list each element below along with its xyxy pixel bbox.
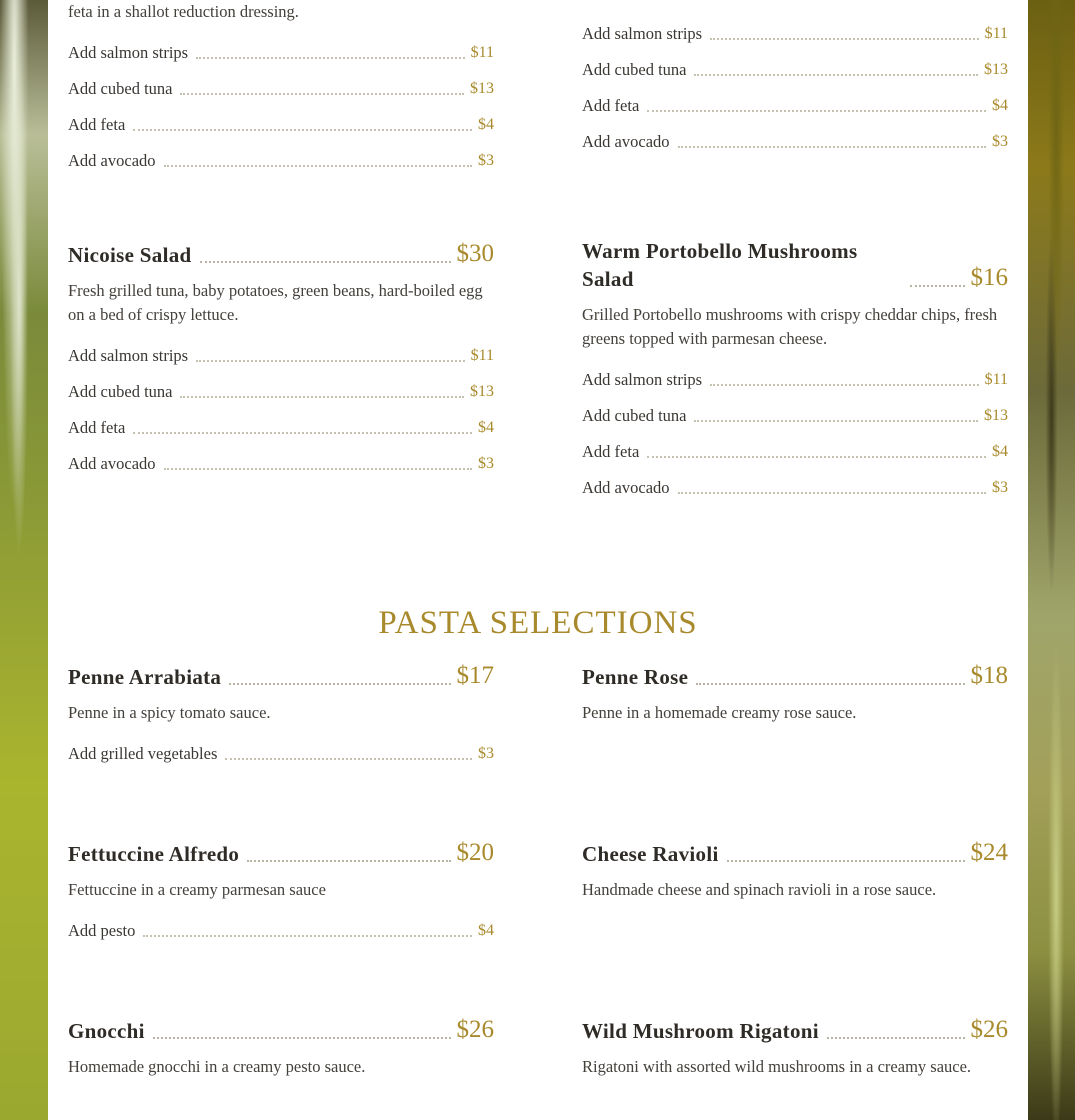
addon-label: Add cubed tuna [68, 382, 173, 401]
item-name: Gnocchi [68, 1019, 145, 1043]
addon-row [68, 100, 494, 136]
menu-item-portobello-salad [582, 237, 1008, 499]
addon-row [68, 28, 494, 64]
item-price: $20 [456, 839, 494, 866]
addon-price: $11 [470, 44, 494, 61]
item-title-row [582, 838, 1008, 868]
addon-price: $3 [992, 479, 1008, 496]
item-price: $16 [970, 264, 1008, 291]
leader-dots [694, 420, 978, 422]
addon-price: $3 [992, 133, 1008, 150]
addon-price: $13 [984, 407, 1008, 424]
leader-dots [143, 935, 472, 937]
item-price: $26 [970, 1016, 1008, 1043]
addon-price: $4 [992, 97, 1008, 114]
addon-row [582, 427, 1008, 463]
addon-price: $13 [470, 383, 494, 400]
leader-dots [180, 93, 464, 95]
leader-dots [647, 456, 986, 458]
addon-price: $4 [478, 419, 494, 436]
addon-row [582, 355, 1008, 391]
item-name: Cheese Ravioli [582, 842, 719, 866]
addon-label: Add salmon strips [582, 370, 703, 389]
menu-item-top-left [68, 0, 494, 172]
addon-price: $11 [984, 25, 1008, 42]
menu-page [48, 0, 1028, 1120]
addon-price: $11 [984, 371, 1008, 388]
addon-row [68, 64, 494, 100]
leader-dots [910, 285, 965, 287]
addon-price: $4 [992, 443, 1008, 460]
item-title-row [582, 237, 1008, 293]
addon-row [68, 403, 494, 439]
leader-dots [229, 683, 450, 685]
addon-row [68, 906, 494, 942]
addon-price: $11 [470, 347, 494, 364]
addon-row [68, 331, 494, 367]
leader-dots [647, 110, 986, 112]
item-description: Handmade cheese and spinach ravioli in a rose sauce. [582, 880, 937, 899]
leader-dots [710, 384, 979, 386]
item-name: Fettuccine Alfredo [68, 842, 240, 866]
leader-dots [153, 1037, 451, 1039]
menu-item-nicoise-salad [68, 239, 494, 475]
addon-label: Add salmon strips [582, 24, 703, 43]
addon-label: Add cubed tuna [68, 79, 173, 98]
menu-item-penne-arrabiata [68, 661, 494, 765]
item-description: Penne in a homemade creamy rose sauce. [582, 703, 857, 722]
menu-item-fettuccine-alfredo [68, 838, 494, 942]
leader-dots [678, 146, 986, 148]
leader-dots [133, 432, 472, 434]
addon-row [68, 136, 494, 172]
item-price: $26 [456, 1016, 494, 1043]
item-name: Warm Portobello Mushrooms Salad [582, 239, 858, 291]
addon-label: Add grilled vegetables [68, 744, 218, 763]
item-name: Penne Rose [582, 665, 689, 689]
leader-dots [200, 261, 451, 263]
addon-label: Add pesto [68, 921, 136, 940]
item-description: Fettuccine in a creamy parmesan sauce [68, 880, 326, 899]
addon-label: Add salmon strips [68, 43, 189, 62]
item-description: Homemade gnocchi in a creamy pesto sauce. [68, 1057, 366, 1076]
menu-item-top-right [582, 9, 1008, 153]
addon-price: $13 [470, 80, 494, 97]
addon-row [68, 729, 494, 765]
item-name: Penne Arrabiata [68, 665, 222, 689]
addon-row [68, 367, 494, 403]
item-description: feta in a shallot reduction dressing. [68, 2, 299, 21]
menu-item-penne-rose [582, 661, 1008, 725]
leader-dots [247, 860, 450, 862]
item-price: $18 [970, 662, 1008, 689]
leader-dots [225, 758, 472, 760]
addon-label: Add avocado [68, 454, 156, 473]
item-title-row [582, 661, 1008, 691]
leader-dots [694, 74, 978, 76]
item-price: $24 [970, 839, 1008, 866]
leader-dots [696, 683, 964, 685]
addon-price: $13 [984, 61, 1008, 78]
addon-price: $3 [478, 745, 494, 762]
addon-row [582, 117, 1008, 153]
item-title-row [68, 661, 494, 691]
leader-dots [196, 57, 465, 59]
addon-label: Add feta [68, 418, 126, 437]
addon-label: Add feta [68, 115, 126, 134]
addon-row [68, 439, 494, 475]
addon-label: Add avocado [582, 132, 670, 151]
section-title-pasta: PASTA SELECTIONS [378, 605, 698, 641]
addon-label: Add salmon strips [68, 346, 189, 365]
addon-price: $4 [478, 116, 494, 133]
addon-label: Add cubed tuna [582, 60, 687, 79]
item-name: Nicoise Salad [68, 243, 192, 267]
addon-label: Add cubed tuna [582, 406, 687, 425]
leader-dots [133, 129, 472, 131]
addon-row [582, 45, 1008, 81]
item-description: Rigatoni with assorted wild mushrooms in a creamy sauce. [582, 1057, 972, 1076]
item-title-row [68, 838, 494, 868]
addon-price: $4 [478, 922, 494, 939]
leader-dots [164, 468, 472, 470]
menu-item-cheese-ravioli [582, 838, 1008, 902]
addon-row [582, 391, 1008, 427]
addon-price: $3 [478, 152, 494, 169]
leader-dots [727, 860, 965, 862]
addon-row [582, 463, 1008, 499]
item-price: $30 [456, 240, 494, 267]
addon-label: Add feta [582, 442, 640, 461]
menu-item-wild-mushroom-rigatoni [582, 1015, 1008, 1079]
addon-row [582, 81, 1008, 117]
item-description: Grilled Portobello mushrooms with crispy cheddar chips, fresh greens topped with parmesan cheese. [582, 305, 998, 348]
item-description: Fresh grilled tuna, baby potatoes, green beans, hard-boiled egg on a bed of crispy lettuce. [68, 281, 483, 324]
item-title-row [68, 239, 494, 269]
addon-row [582, 9, 1008, 45]
addon-label: Add avocado [582, 478, 670, 497]
leader-dots [678, 492, 986, 494]
menu-item-gnocchi [68, 1015, 494, 1079]
background-left-strip [0, 0, 48, 1120]
leader-dots [710, 38, 979, 40]
addon-label: Add feta [582, 96, 640, 115]
item-price: $17 [456, 662, 494, 689]
item-description: Penne in a spicy tomato sauce. [68, 703, 271, 722]
leader-dots [164, 165, 472, 167]
leader-dots [196, 360, 465, 362]
background-right-strip [1028, 0, 1075, 1120]
item-title-row [582, 1015, 1008, 1045]
leader-dots [827, 1037, 965, 1039]
leader-dots [180, 396, 464, 398]
item-title-row [68, 1015, 494, 1045]
addon-label: Add avocado [68, 151, 156, 170]
addon-price: $3 [478, 455, 494, 472]
item-name: Wild Mushroom Rigatoni [582, 1019, 819, 1043]
